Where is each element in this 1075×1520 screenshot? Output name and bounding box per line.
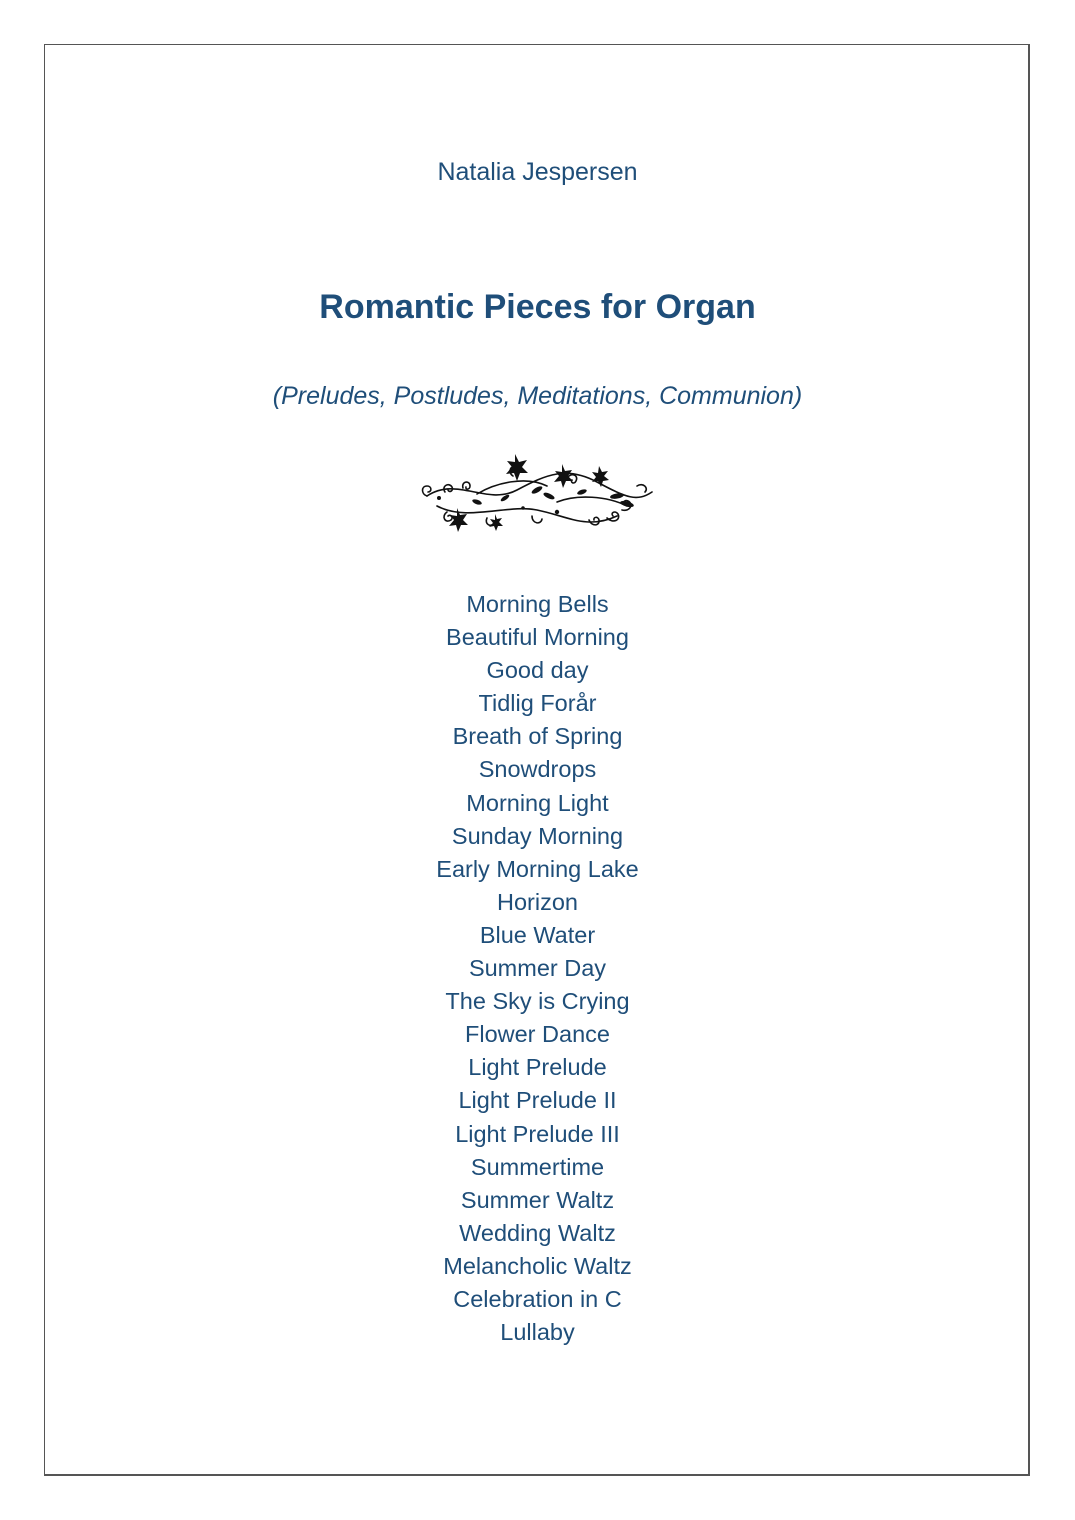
piece-title: Light Prelude (468, 1054, 607, 1081)
piece-title: Early Morning Lake (436, 855, 639, 882)
piece-title: Beautiful Morning (446, 624, 629, 651)
author-name: Natalia Jespersen (437, 158, 638, 186)
piece-title: Blue Water (479, 921, 596, 948)
piece-title: Good day (486, 657, 589, 684)
document-subtitle: (Preludes, Postludes, Meditations, Communion) (272, 382, 803, 410)
piece-title: Summer Day (468, 955, 607, 982)
piece-title: Lullaby (500, 1319, 575, 1346)
piece-title: The Sky is Crying (445, 988, 630, 1015)
piece-title: Light Prelude II (458, 1087, 617, 1114)
piece-title: Snowdrops (478, 756, 597, 783)
piece-title: Summertime (470, 1153, 605, 1180)
piece-title: Flower Dance (465, 1021, 610, 1048)
piece-title: Horizon (497, 888, 578, 915)
piece-title: Morning Bells (466, 591, 609, 617)
floral-scroll-icon (417, 446, 657, 538)
piece-title: Melancholic Waltz (443, 1252, 632, 1279)
piece-title: Light Prelude III (455, 1120, 620, 1147)
pieces-list (0, 588, 1075, 1349)
piece-title: Tidlig Forår (478, 690, 597, 717)
document-title: Romantic Pieces for Organ (319, 288, 756, 326)
piece-title: Summer Waltz (460, 1186, 615, 1213)
piece-title: Wedding Waltz (459, 1219, 616, 1246)
piece-title: Breath of Spring (452, 723, 623, 750)
piece-title: Celebration in C (453, 1285, 622, 1312)
piece-title: Sunday Morning (451, 822, 624, 849)
piece-title: Morning Light (466, 789, 609, 816)
